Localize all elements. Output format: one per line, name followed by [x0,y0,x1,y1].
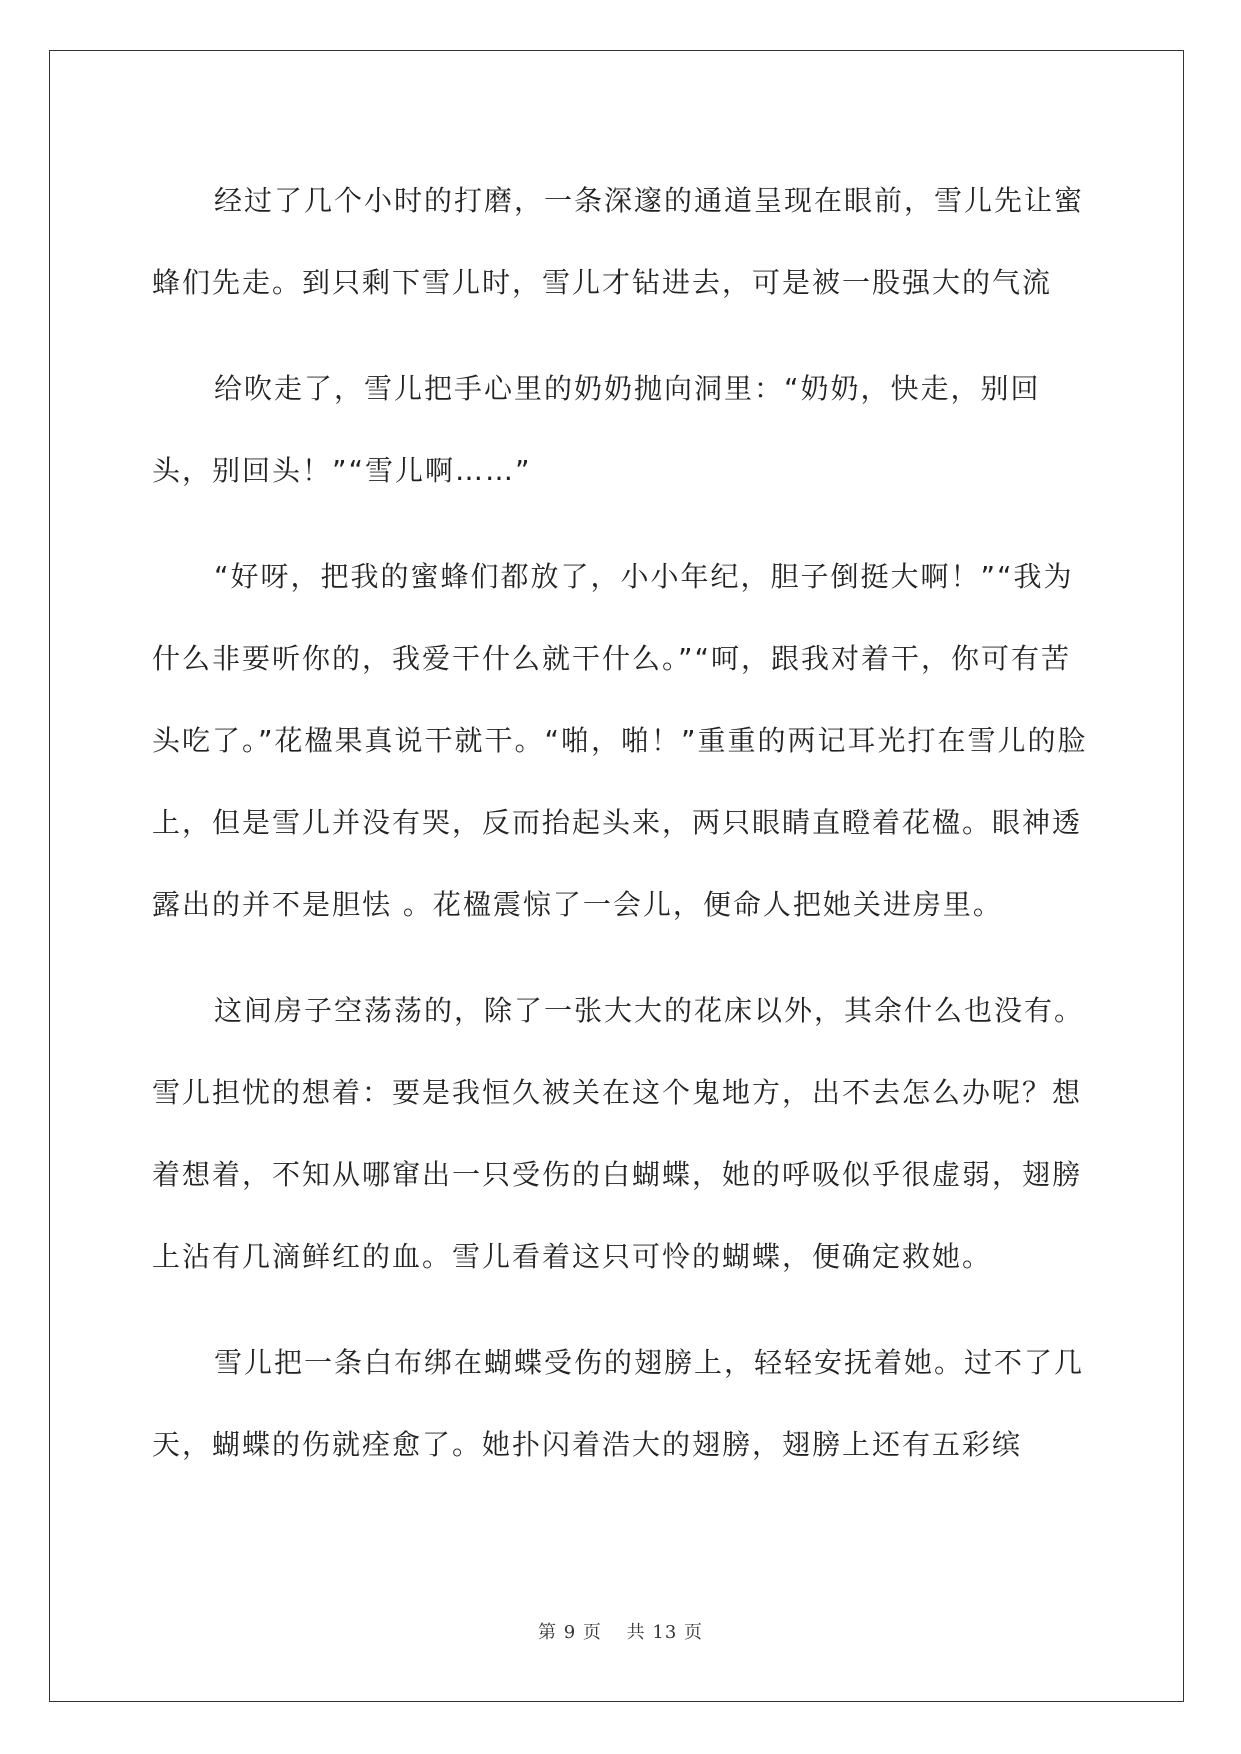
paragraph: 经过了几个小时的打磨，一条深邃的通道呈现在眼前，雪儿先让蜜蜂们先走。到只剩下雪儿时，雪儿才钻进去，可是被一股强大的气流 [152,184,1085,299]
paragraph: 给吹走了，雪儿把手心里的奶奶抛向洞里：“奶奶，快走，别回头，别回头！”“雪儿啊……” [152,372,1041,487]
paragraph: 这间房子空荡荡的，除了一张大大的花床以外，其余什么也没有。雪儿担忧的想着：要是我恒久被关在这个鬼地方，出不去怎么办呢？想着想着，不知从哪窜出一只受伤的白蝴蝶，她的呼吸似乎很虚弱，翅膀上沾有几滴鲜红的血。雪儿看着这只可怜的蝴蝶，便确定救她。 [152,994,1085,1273]
page-total: 共 13 页 [626,1622,703,1643]
paragraph: 雪儿把一条白布绑在蝴蝶受伤的翅膀上，轻轻安抚着她。过不了几天，蝴蝶的伤就痊愈了。她扑闪着浩大的翅膀，翅膀上还有五彩缤 [152,1346,1085,1461]
page-number: 第 9 页 [538,1622,602,1643]
paragraph: “好呀，把我的蜜蜂们都放了，小小年纪，胆子倒挺大啊！”“我为什么非要听你的，我爱干什么就干什么。”“呵，跟我对着干，你可有苦头吃了。”花楹果真说干就干。“啪，啪！”重重的两记耳光打在雪儿的脸上，但是雪儿并没有哭，反而抬起头来，两只眼睛直瞪着花楹。眼神透露出的并不是胆怯 。花楹震惊了一会儿，便命人把她关进房里。 [152,560,1088,921]
document-body [152,160,1097,1486]
page-footer [0,1618,1241,1644]
